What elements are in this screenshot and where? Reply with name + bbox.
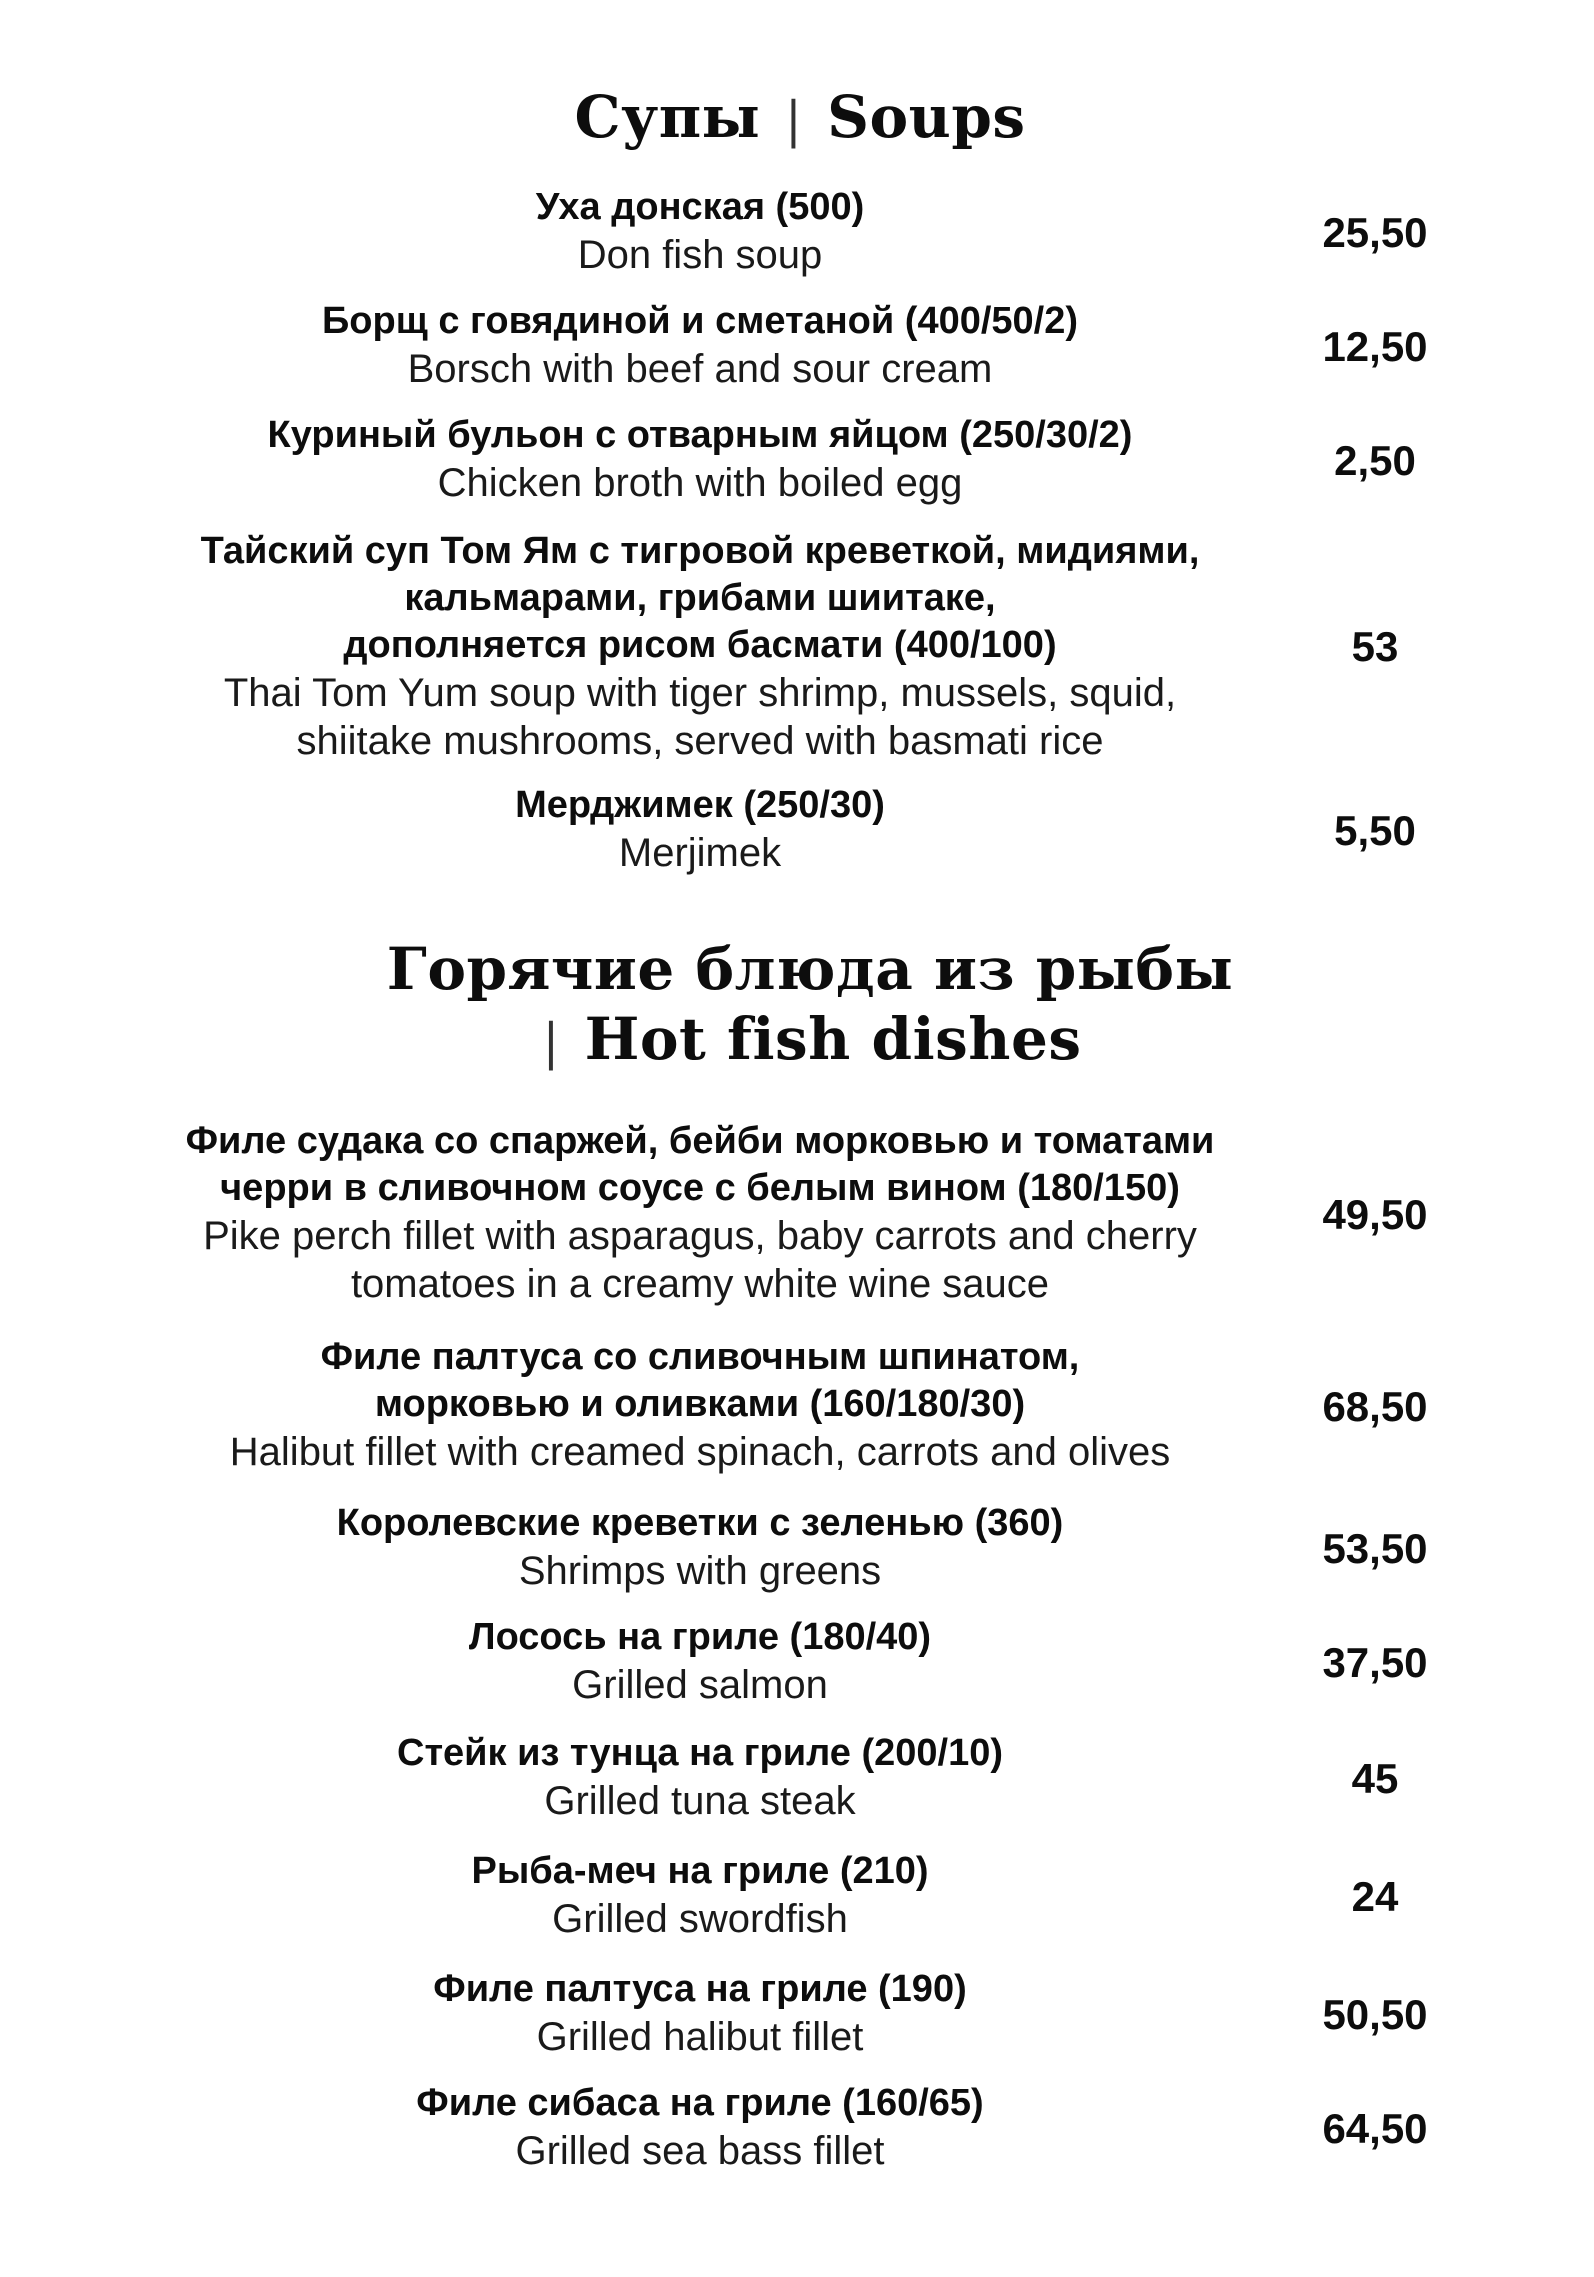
menu-item-description xyxy=(100,528,1300,765)
menu-item-description xyxy=(100,1614,1300,1709)
menu-item-description xyxy=(100,1730,1300,1825)
menu-item-name-ru: Королевские креветки с зеленью (360) xyxy=(336,1502,1064,1544)
menu-item-name-ru: Мерджимек (250/30) xyxy=(515,784,885,826)
menu-item-name-en: Pike perch fillet with asparagus, baby carrots and cherry tomatoes in a creamy white wine sauce xyxy=(203,1214,1197,1306)
soups-section-title xyxy=(250,82,1350,155)
menu-item-name-ru: Филе судака со спаржей, бейби морковью и томатами черри в сливочном соусе с белым вином (180/150) xyxy=(185,1120,1215,1209)
menu-item-name-en: Don fish soup xyxy=(577,233,823,277)
menu-item-price: 25,50 xyxy=(1322,209,1428,256)
menu-item-name-en: Merjimek xyxy=(618,831,782,875)
menu-item-description xyxy=(100,2080,1300,2175)
menu-item-name-en: Grilled swordfish xyxy=(552,1897,848,1941)
menu-item-name-en: Shrimps with greens xyxy=(518,1549,882,1593)
menu-item-description xyxy=(100,1500,1300,1595)
menu-item-name-ru: Куриный бульон с отварным яйцом (250/30/2) xyxy=(267,414,1133,456)
menu-item-name-ru: Лосось на гриле (180/40) xyxy=(468,1616,932,1658)
menu-item-price: 50,50 xyxy=(1322,1991,1428,2038)
title-separator: | xyxy=(785,91,803,149)
soups-title-en: Soups xyxy=(827,83,1026,151)
menu-item-price: 53 xyxy=(1351,623,1399,670)
menu-item-name-ru: Уха донская (500) xyxy=(535,186,865,228)
menu-item-name-ru: Филе палтуса со сливочным шпинатом, морковью и оливками (160/180/30) xyxy=(320,1336,1080,1425)
hot-fish-title-ru: Горячие блюда из рыбы xyxy=(386,935,1234,1003)
menu-item-description xyxy=(100,1848,1300,1943)
menu-item-name-en: Grilled salmon xyxy=(572,1663,828,1707)
menu-item-name-ru: Стейк из тунца на гриле (200/10) xyxy=(397,1732,1003,1774)
menu-item-name-en: Chicken broth with boiled egg xyxy=(437,461,963,505)
menu-item-name-ru: Рыба-меч на гриле (210) xyxy=(471,1850,929,1892)
menu-item-name-ru: Филе палтуса на гриле (190) xyxy=(433,1968,967,2010)
menu-item-price: 37,50 xyxy=(1322,1639,1428,1686)
menu-item-description xyxy=(100,184,1300,279)
menu-item-description xyxy=(100,782,1300,877)
menu-item-description xyxy=(100,1966,1300,2061)
menu-item-price: 49,50 xyxy=(1322,1191,1428,1238)
hot-fish-section-title xyxy=(260,934,1360,1077)
menu-item-price: 24 xyxy=(1351,1873,1399,1920)
soups-title-ru: Супы xyxy=(574,83,761,151)
menu-item-price: 45 xyxy=(1351,1755,1399,1802)
menu-item-name-ru: Тайский суп Том Ям с тигровой креветкой, мидиями, кальмарами, грибами шиитаке, дополняется рисом басмати (400/100) xyxy=(200,530,1200,666)
menu-item-name-en: Borsch with beef and sour cream xyxy=(407,347,993,391)
menu-item-name-ru: Борщ с говядиной и сметаной (400/50/2) xyxy=(321,300,1079,342)
menu-item-price: 12,50 xyxy=(1322,323,1428,370)
menu-item-name-ru: Филе сибаса на гриле (160/65) xyxy=(416,2082,984,2124)
menu-item-price: 5,50 xyxy=(1334,807,1416,854)
menu-item-name-en: Thai Tom Yum soup with tiger shrimp, mussels, squid, shiitake mushrooms, served with basmati rice xyxy=(223,671,1177,763)
title-separator: | xyxy=(542,1013,560,1071)
menu-item-description xyxy=(100,298,1300,393)
menu-item-description xyxy=(100,1118,1300,1308)
menu-item-name-en: Grilled halibut fillet xyxy=(536,2015,864,2059)
menu-item-name-en: Grilled tuna steak xyxy=(544,1779,856,1823)
hot-fish-title-en: Hot fish dishes xyxy=(584,1005,1082,1073)
menu-item-description xyxy=(100,412,1300,507)
menu-item-name-en: Grilled sea bass fillet xyxy=(515,2129,885,2173)
menu-item-name-en: Halibut fillet with creamed spinach, carrots and olives xyxy=(229,1430,1171,1474)
menu-item-price: 2,50 xyxy=(1334,437,1416,484)
menu-item-price: 68,50 xyxy=(1322,1383,1428,1430)
menu-item-description xyxy=(100,1334,1300,1476)
menu-item-price: 64,50 xyxy=(1322,2105,1428,2152)
menu-item-price: 53,50 xyxy=(1322,1525,1428,1572)
